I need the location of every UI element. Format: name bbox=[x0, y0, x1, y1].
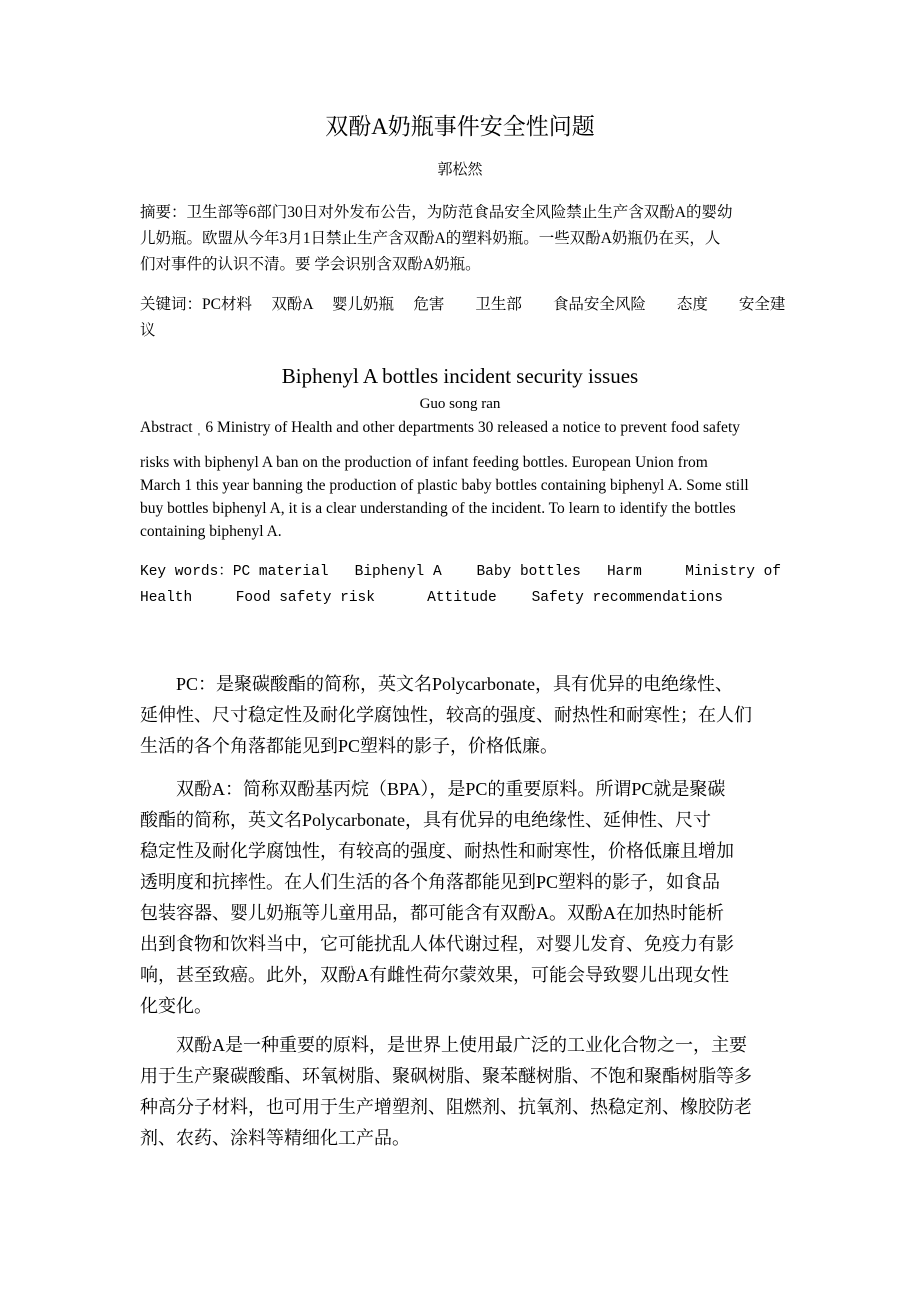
paragraph-line: 透明度和抗摔性。在人们生活的各个角落都能见到PC塑料的影子，如食品 bbox=[140, 872, 721, 892]
paragraph-line: 用于生产聚碳酸酯、环氧树脂、聚砜树脂、聚苯醚树脂、不饱和聚酯树脂等多 bbox=[140, 1066, 752, 1086]
abstract-en-line: March 1 this year banning the production of plastic baby bottles containing biphenyl A. Some still bbox=[140, 477, 749, 494]
paragraph-line: 种高分子材料，也可用于生产增塑剂、阻燃剂、抗氧剂、热稳定剂、橡胶防老 bbox=[140, 1097, 752, 1117]
paragraph-line: 化变化。 bbox=[140, 996, 212, 1016]
abstract-en bbox=[140, 416, 840, 543]
abstract-cn-line: 儿奶瓶。欧盟从今年3月1日禁止生产含双酚A的塑料奶瓶。一些双酚A奶瓶仍在买，人 bbox=[140, 230, 721, 247]
abstract-cn bbox=[140, 200, 840, 278]
abstract-cn-line: 们对事件的认识不清。要 学会识别含双酚A奶瓶。 bbox=[140, 256, 481, 273]
abstract-en-line: containing biphenyl A. bbox=[140, 523, 282, 540]
abstract-en-line: risks with biphenyl A ban on the production of infant feeding bottles. European Union from bbox=[140, 454, 708, 471]
paragraph-pc bbox=[140, 669, 840, 762]
keywords-cn bbox=[140, 292, 840, 344]
paragraph-line: 响，甚至致癌。此外，双酚A有雌性荷尔蒙效果，可能会导致婴儿出现女性 bbox=[140, 965, 729, 985]
keywords-en-line: Health Food safety risk Attitude Safety recommendations bbox=[140, 590, 723, 606]
author: 郭松然 bbox=[437, 162, 483, 178]
paragraph-bpa bbox=[140, 774, 840, 1022]
english-title: Biphenyl A bottles incident security issues bbox=[281, 364, 639, 388]
paragraph-line: 双酚A是一种重要的原料，是世界上使用最广泛的工业化合物之一，主要 bbox=[140, 1035, 747, 1055]
paragraph-line: 出到食物和饮料当中，它可能扰乱人体代谢过程，对婴儿发育、免疫力有影 bbox=[140, 934, 734, 954]
abstract-en-line: Abstract ˌ 6 Ministry of Health and other departments 30 released a notice to prevent food safety bbox=[140, 419, 740, 436]
paragraph-line: 双酚A：简称双酚基丙烷（BPA），是PC的重要原料。所谓PC就是聚碳 bbox=[140, 779, 726, 799]
paragraph-line: PC：是聚碳酸酯的简称，英文名Polycarbonate，具有优异的电绝缘性、 bbox=[140, 674, 733, 694]
abstract-cn-line: 摘要：卫生部等6部门30日对外发布公告，为防范食品安全风险禁止生产含双酚A的婴幼 bbox=[140, 204, 733, 221]
paragraph-line: 生活的各个角落都能见到PC塑料的影子，价格低廉。 bbox=[140, 736, 559, 756]
keywords-cn-line: 议 bbox=[140, 322, 156, 339]
paragraph-line: 剂、农药、涂料等精细化工产品。 bbox=[140, 1128, 410, 1148]
paragraph-uses bbox=[140, 1030, 840, 1154]
keywords-en bbox=[140, 559, 840, 611]
paragraph-line: 酸酯的简称，英文名Polycarbonate，具有优异的电绝缘性、延伸性、尺寸 bbox=[140, 810, 711, 830]
keywords-en-line: Key words：PC material Biphenyl A Baby bottles Harm Ministry of bbox=[140, 564, 782, 580]
paragraph-line: 稳定性及耐化学腐蚀性，有较高的强度、耐热性和耐寒性，价格低廉且增加 bbox=[140, 841, 734, 861]
abstract-en-line: buy bottles biphenyl A, it is a clear understanding of the incident. To learn to identify the bottles bbox=[140, 500, 736, 517]
paragraph-line: 延伸性、尺寸稳定性及耐化学腐蚀性，较高的强度、耐热性和耐寒性；在人们 bbox=[140, 705, 752, 725]
keywords-cn-line: 关键词：PC材料 双酚A 婴儿奶瓶 危害 卫生部 食品安全风险 态度 安全建 bbox=[140, 296, 786, 313]
english-author: Guo song ran bbox=[419, 396, 501, 412]
paragraph-line: 包装容器、婴儿奶瓶等儿童用品，都可能含有双酚A。双酚A在加热时能析 bbox=[140, 903, 724, 923]
document-title: 双酚A奶瓶事件安全性问题 bbox=[325, 114, 595, 139]
